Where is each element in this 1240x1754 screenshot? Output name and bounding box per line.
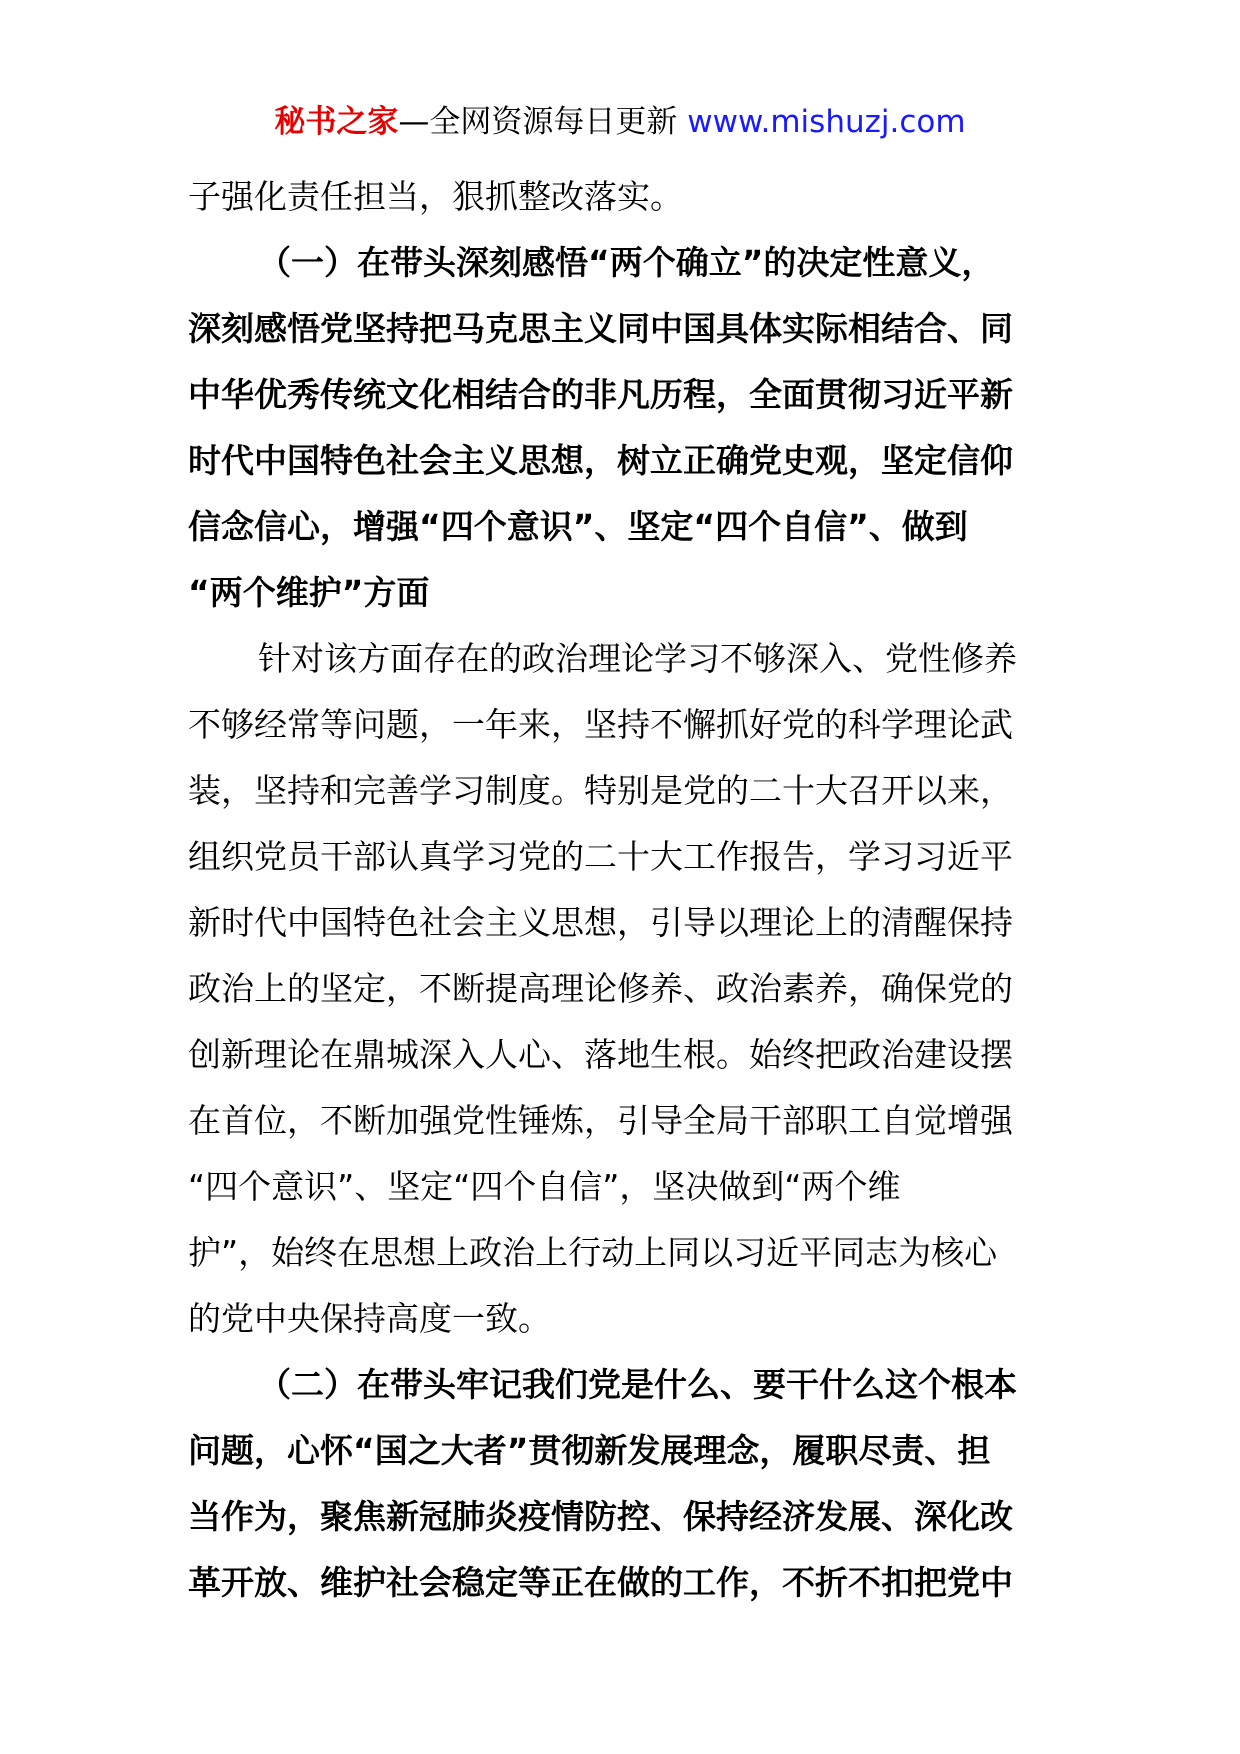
site-brand: 秘书之家 <box>274 104 399 140</box>
site-url-link[interactable]: www.mishuzj.com <box>687 104 966 140</box>
paragraph-line: 针对该方面存在的政治理论学习不够深入、党性修养 <box>258 639 1017 678</box>
document-body <box>188 164 1060 1616</box>
section-heading-line: 信念信心，增强“四个意识”、坚定“四个自信”、做到 <box>188 507 968 546</box>
section-heading-line: 深刻感悟党坚持把马克思主义同中国具体实际相结合、同 <box>188 309 1013 348</box>
paragraph-line: 不够经常等问题，一年来，坚持不懈抓好党的科学理论武 <box>188 705 1013 744</box>
section-heading-line: 革开放、维护社会稳定等正在做的工作，不折不扣把党中 <box>188 1563 1013 1602</box>
site-tagline: —全网资源每日更新 <box>398 104 678 140</box>
section-heading-line: “两个维护”方面 <box>188 573 430 612</box>
section-heading-line: （二）在带头牢记我们党是什么、要干什么这个根本 <box>258 1365 1017 1404</box>
paragraph-line: 装，坚持和完善学习制度。特别是党的二十大召开以来， <box>188 771 1013 810</box>
paragraph-line: “四个意识”、坚定“四个自信”，坚决做到“两个维 <box>188 1167 901 1206</box>
section-heading-line: 时代中国特色社会主义思想，树立正确党史观，坚定信仰 <box>188 441 1013 480</box>
paragraph-line: 的党中央保持高度一致。 <box>188 1299 551 1338</box>
section-heading-line: （一）在带头深刻感悟“两个确立”的决定性意义， <box>258 243 995 282</box>
paragraph-line: 护”，始终在思想上政治上行动上同以习近平同志为核心 <box>188 1233 998 1272</box>
paragraph-line: 创新理论在鼎城深入人心、落地生根。始终把政治建设摆 <box>188 1035 1013 1074</box>
paragraph-line: 子强化责任担当，狠抓整改落实。 <box>188 177 683 216</box>
site-header <box>0 100 1240 144</box>
paragraph-line: 新时代中国特色社会主义思想，引导以理论上的清醒保持 <box>188 903 1013 942</box>
paragraph-line: 政治上的坚定，不断提高理论修养、政治素养，确保党的 <box>188 969 1013 1008</box>
section-heading-line: 当作为，聚焦新冠肺炎疫情防控、保持经济发展、深化改 <box>188 1497 1013 1536</box>
section-heading-line: 问题，心怀“国之大者”贯彻新发展理念，履职尽责、担 <box>188 1431 991 1470</box>
section-heading-line: 中华优秀传统文化相结合的非凡历程，全面贯彻习近平新 <box>188 375 1013 414</box>
paragraph-line: 组织党员干部认真学习党的二十大工作报告，学习习近平 <box>188 837 1013 876</box>
paragraph-line: 在首位，不断加强党性锤炼，引导全局干部职工自觉增强 <box>188 1101 1013 1140</box>
